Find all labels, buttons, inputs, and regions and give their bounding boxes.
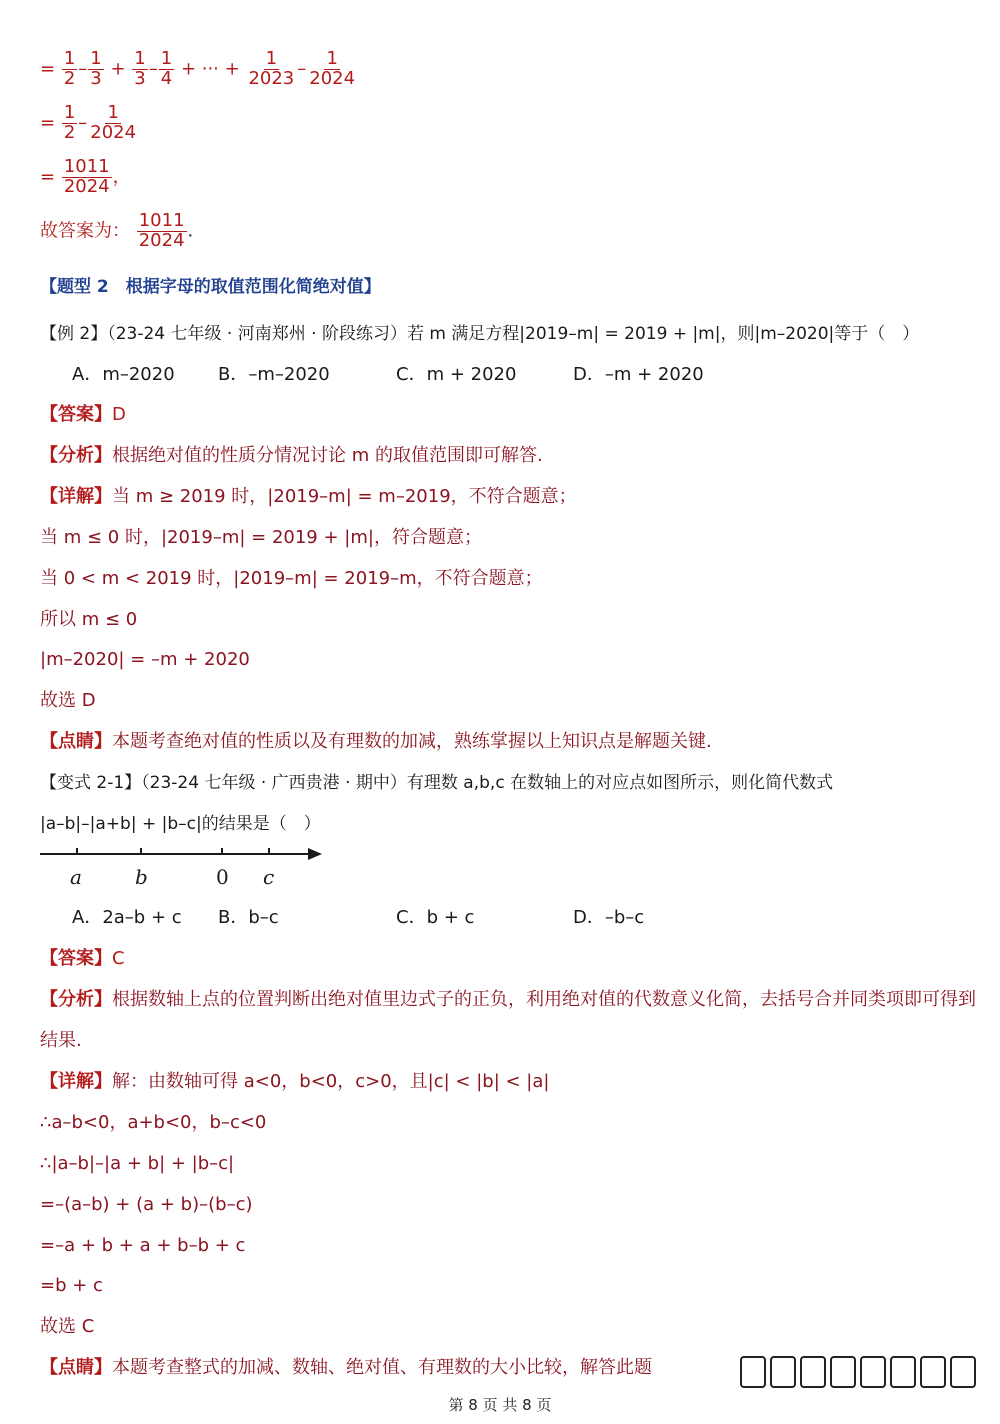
final-answer-line <box>40 212 193 251</box>
calc-line-1 <box>40 50 358 89</box>
minus-sign: – <box>297 58 307 80</box>
option-a: A．m–2020 <box>72 364 175 385</box>
minus-sign: – <box>148 58 158 80</box>
toolbar-icon[interactable] <box>800 1356 826 1388</box>
arrow-right-icon <box>308 848 322 860</box>
detail-tag: 【详解】 <box>40 486 112 507</box>
number-line <box>36 842 336 894</box>
analysis-text: 根据绝对值的性质分情况讨论 m 的取值范围即可解答. <box>112 445 543 466</box>
plus-sign: + <box>110 58 126 80</box>
equals-sign: = <box>40 58 56 80</box>
minus-sign: – <box>78 58 88 80</box>
detail-text: 当 m ≥ 2019 时，|2019–m| = m–2019，不符合题意； <box>112 486 577 507</box>
ellipsis: + ··· + <box>180 58 240 80</box>
analysis-tag: 【分析】 <box>40 989 112 1010</box>
fraction: $\frac{1}{3}$ <box>90 48 102 89</box>
fraction: $\frac{1}{2023}$ <box>248 48 295 89</box>
detail-text: 解：由数轴可得 a<0，b<0，c>0，且|c| < |b| < |a| <box>112 1071 550 1092</box>
detail-line: 故选 C <box>40 1316 95 1337</box>
fraction: $\frac{1}{2}$ <box>63 102 76 143</box>
axis-label-zero: 0 <box>216 865 229 889</box>
section-heading: 【题型 2 根据字母的取值范围化简绝对值】 <box>40 277 381 297</box>
comment-text: 本题考查绝对值的性质以及有理数的加减，熟练掌握以上知识点是解题关键. <box>112 731 712 752</box>
toolbar-icon[interactable] <box>770 1356 796 1388</box>
detail-line: =b + c <box>40 1275 103 1296</box>
answer-value: D <box>112 404 126 425</box>
answer-tag: 【答案】 <box>40 948 112 969</box>
axis-label-c: c <box>263 865 275 889</box>
analysis-text: 根据数轴上点的位置判断出绝对值里边式子的正负，利用绝对值的代数意义化简，去括号合并同类项即可得到 <box>112 989 976 1010</box>
fraction: $\frac{1}{2024}$ <box>309 48 356 89</box>
analysis-line <box>40 443 543 469</box>
answer-value: C <box>112 948 125 969</box>
detail-line: ∴|a–b|–|a + b| + |b–c| <box>40 1153 235 1174</box>
equals-sign: = <box>40 166 56 188</box>
page-toolbar <box>740 1356 976 1388</box>
toolbar-icon[interactable] <box>860 1356 886 1388</box>
analysis-line <box>40 987 976 1013</box>
comment-text: 本题考查整式的加减、数轴、绝对值、有理数的大小比较，解答此题 <box>112 1357 652 1378</box>
detail-line: =–a + b + a + b–b + c <box>40 1235 246 1256</box>
minus-sign: – <box>78 112 88 134</box>
comment-line <box>40 1355 652 1381</box>
option-d: D．–b–c <box>573 907 645 928</box>
toolbar-icon[interactable] <box>920 1356 946 1388</box>
comment-tag: 【点睛】 <box>40 731 112 752</box>
variant-2-1-stem-continued: |a–b|–|a+b| + |b–c|的结果是（ ） <box>40 814 321 834</box>
example-2-stem: 【例 2】（23-24 七年级 · 河南郑州 · 阶段练习）若 m 满足方程|2019–m| = 2019 + |m|，则|m–2020|等于（ ） <box>40 324 920 344</box>
analysis-line-continued: 结果. <box>40 1030 82 1051</box>
option-b: B．b–c <box>218 907 279 928</box>
fraction: $\frac{1}{2}$ <box>63 48 76 89</box>
punctuation: . <box>187 220 194 242</box>
calc-line-2 <box>40 104 139 143</box>
detail-line: 所以 m ≤ 0 <box>40 609 138 630</box>
fraction: $\frac{1011}{2024}$ <box>138 210 185 251</box>
answer-line <box>40 402 126 428</box>
detail-tag: 【详解】 <box>40 1071 112 1092</box>
detail-line: =–(a–b) + (a + b)–(b–c) <box>40 1194 253 1215</box>
fraction: $\frac{1011}{2024}$ <box>63 156 110 197</box>
detail-line: ∴a–b<0，a+b<0，b–c<0 <box>40 1112 267 1133</box>
option-a: A．2a–b + c <box>72 907 182 928</box>
fraction: $\frac{1}{2024}$ <box>90 102 137 143</box>
comment-tag: 【点睛】 <box>40 1357 112 1378</box>
option-c: C．m + 2020 <box>396 364 517 385</box>
fraction: $\frac{1}{4}$ <box>160 48 173 89</box>
toolbar-icon[interactable] <box>950 1356 976 1388</box>
detail-line: 当 0 < m < 2019 时，|2019–m| = 2019–m，不符合题意； <box>40 568 543 589</box>
page-number: 第 8 页 共 8 页 <box>448 1396 552 1414</box>
option-c: C．b + c <box>396 907 475 928</box>
toolbar-icon[interactable] <box>830 1356 856 1388</box>
option-d: D．–m + 2020 <box>573 364 704 385</box>
toolbar-icon[interactable] <box>740 1356 766 1388</box>
calc-line-3 <box>40 158 131 197</box>
axis-label-b: b <box>135 865 148 889</box>
detail-line <box>40 484 577 510</box>
fraction: $\frac{1}{3}$ <box>134 48 146 89</box>
detail-line: 当 m ≤ 0 时，|2019–m| = 2019 + |m|，符合题意； <box>40 527 482 548</box>
analysis-tag: 【分析】 <box>40 445 112 466</box>
answer-tag: 【答案】 <box>40 404 112 425</box>
axis-label-a: a <box>70 865 82 889</box>
variant-2-1-stem: 【变式 2-1】（23-24 七年级 · 广西贵港 · 期中）有理数 a,b,c 在数轴上的对应点如图所示，则化简代数式 <box>40 773 834 793</box>
answer-label: 故答案为： <box>40 220 130 242</box>
detail-line <box>40 1069 549 1095</box>
answer-line <box>40 946 125 972</box>
comment-line <box>40 729 712 755</box>
detail-line: 故选 D <box>40 690 96 711</box>
detail-line: |m–2020| = –m + 2020 <box>40 649 250 670</box>
equals-sign: = <box>40 112 56 134</box>
punctuation: ， <box>112 166 131 188</box>
toolbar-icon[interactable] <box>890 1356 916 1388</box>
option-b: B．–m–2020 <box>218 364 330 385</box>
